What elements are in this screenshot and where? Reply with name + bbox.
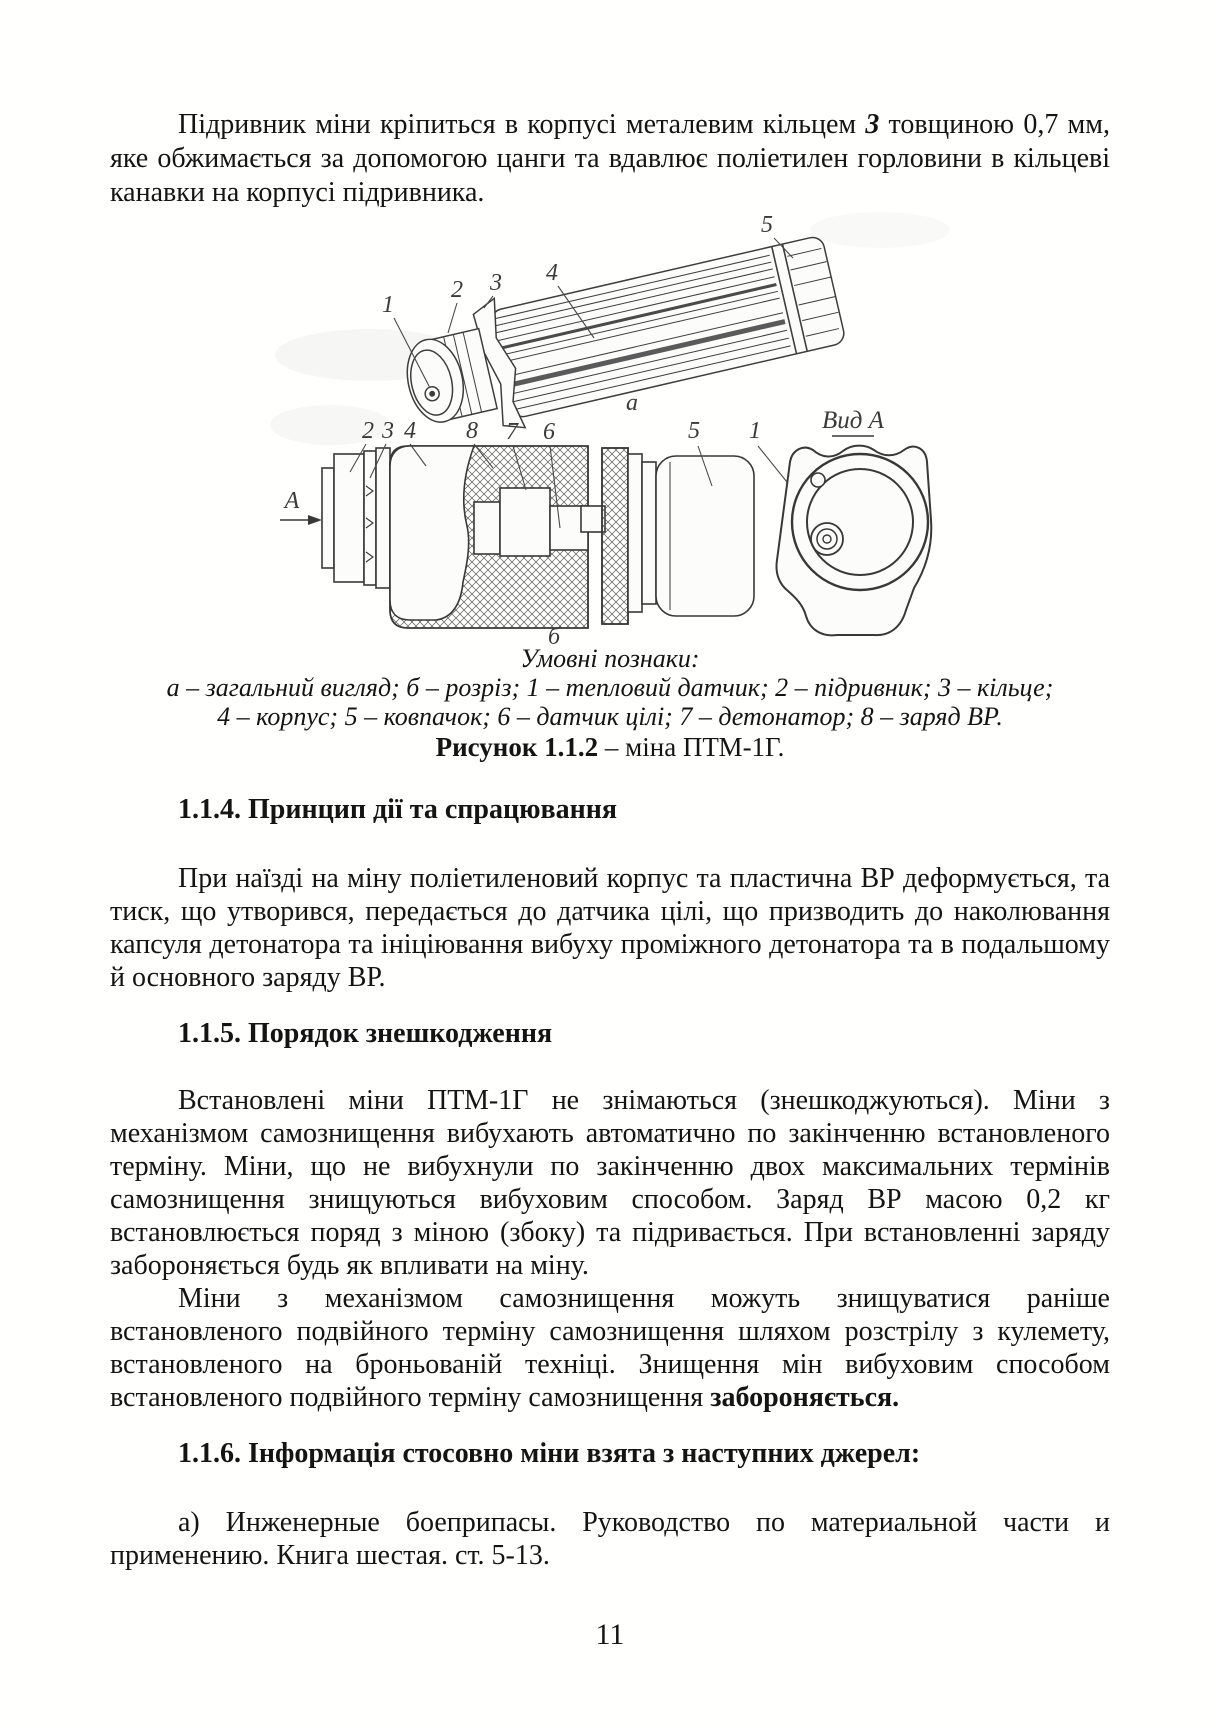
figure-name: – міна ПТМ-1Г. — [598, 732, 785, 762]
end-view-title: Вид А — [822, 407, 884, 434]
figure-caption-block — [110, 644, 1110, 762]
intro-part1: Підривник міни кріпиться в корпусі металевим кільцем — [178, 109, 866, 140]
section-gap — [589, 442, 602, 628]
figure-drawing — [260, 190, 1060, 650]
figure-legend-title: Умовні познаки: — [520, 644, 700, 673]
paragraphs-1-1-5 — [110, 1084, 1110, 1414]
callout-section-5: 5 — [688, 418, 700, 444]
figure-number: Рисунок 1.1.2 — [435, 732, 599, 762]
detonator-block — [500, 488, 550, 556]
callout-section-3: 3 — [382, 418, 394, 444]
heading-1-1-4: 1.1.4. Принцип дії та спрацювання — [178, 794, 618, 825]
heading-1-1-6: 1.1.6. Інформація стосовно міни взята з наступних джерел: — [178, 1438, 921, 1469]
forbidden-emphasis: забороняється. — [710, 1382, 900, 1413]
figure-caption-title — [110, 733, 1110, 762]
view-direction-arrowhead — [308, 515, 322, 525]
ring-number-reference: 3 — [865, 109, 880, 140]
callout-overview-3: 3 — [490, 270, 502, 296]
paragraph-1-1-4-text: При наїзді на міну поліетиленовий корпус та пластична ВР деформується, та тиск, що утворився, передається до датчика цілі, що призводить до наколювання капсуля детонатора та ініціювання вибуху проміжного детонатора та в подальшому й основного заряду ВР. — [110, 863, 1110, 993]
fuze-end-cap — [322, 468, 334, 568]
end-view-notch — [811, 473, 825, 487]
thermal-sensor-dot — [430, 391, 435, 396]
callout-section-2: 2 — [362, 418, 374, 444]
callout-section-1: 1 — [749, 418, 761, 444]
intro-part2: товщиною 0,7 мм, яке обжимається за допомогою цанги та вдавлює поліетилен горловини в кільцеві канавки на корпусі підривника. — [110, 109, 1110, 208]
page-number: 11 — [595, 1618, 625, 1651]
callout-section-7: 7 — [506, 419, 518, 445]
callout-section-4: 4 — [404, 418, 416, 444]
subfig-a-label: а — [626, 390, 638, 416]
overview-view-drawing — [394, 223, 849, 451]
mine-body — [489, 235, 846, 419]
hatched-column — [602, 448, 628, 624]
inner-component-1 — [474, 502, 500, 554]
heading-1-1-5: 1.1.5. Порядок знешкодження — [178, 1018, 553, 1049]
figure-legend-line1: а – загальний вигляд; б – розріз; 1 – тепловий датчик; 2 – підривник; 3 – кільце; — [166, 673, 1054, 702]
ring-strip — [376, 448, 390, 588]
paragraph-1-1-6 — [110, 1506, 1110, 1572]
figure-legend-line2: 4 – корпус; 5 – ковпачок; 6 – датчик цілі; 7 – детонатор; 8 – заряд ВР. — [217, 702, 1003, 731]
transition-strip-1 — [628, 454, 642, 612]
paragraph-1-1-5-first: Встановлені міни ПТМ-1Г не знімаються (знешкоджуються). Міни з механізмом самознищення вибухають автоматично по закінченню встановленого терміну. Міни, що не вибухнули по закінченню двох максимальних термінів самознищення знищуються вибуховим способом. Заряд ВР масою 0,2 кг встановлюється поряд з міною (збоку) та підривається. При встановленні заряду забороняється будь як впливати на міну. — [110, 1085, 1110, 1281]
paragraph-1-1-6-text: а) Инженерные боеприпасы. Руководство по материальной части и применению. Книга шестая. ст. 5-13. — [110, 1507, 1110, 1571]
collet-strip — [364, 451, 376, 585]
end-view-drawing — [776, 436, 931, 635]
transition-strip-2 — [642, 462, 656, 604]
callout-overview-5: 5 — [761, 212, 773, 238]
subfig-b-label: б — [547, 624, 561, 650]
callout-overview-4: 4 — [546, 260, 558, 286]
callout-section-8: 8 — [466, 418, 478, 444]
fuze-section — [334, 454, 364, 582]
callout-overview-1: 1 — [382, 292, 394, 318]
paragraph-1-1-5-second — [110, 1282, 1110, 1414]
corps-white — [390, 446, 474, 620]
paragraph-1-1-5-second-text: Міни з механізмом самознищення можуть знищуватися раніше встановленого подвійного терміну самознищення шляхом розстрілу з кулемету, встановленого на броньованій техніці. Знищення мін вибуховим способом встановленого подвійного терміну самознищення — [110, 1283, 1110, 1413]
view-arrow-label: А — [284, 488, 300, 514]
callout-section-6: 6 — [543, 419, 555, 445]
cap-section — [656, 456, 754, 616]
callout-overview-2: 2 — [451, 277, 463, 303]
paragraph-1-1-4 — [110, 862, 1110, 994]
